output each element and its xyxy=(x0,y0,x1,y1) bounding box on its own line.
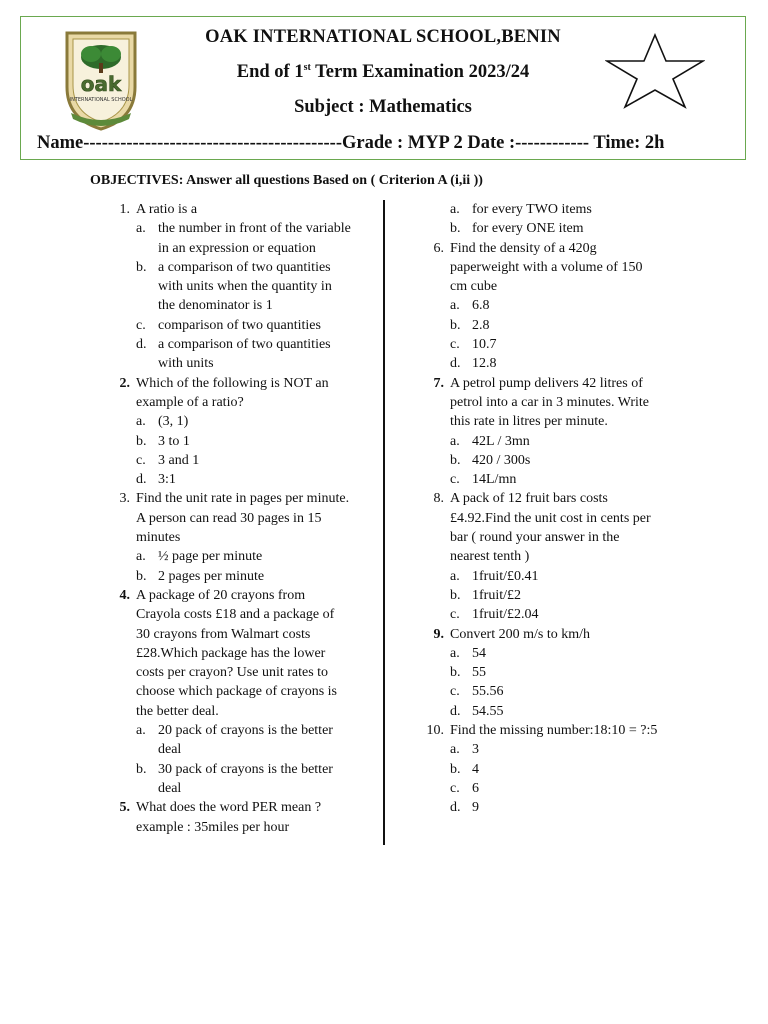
option-label: a. xyxy=(136,221,146,237)
question-text-line: Convert 200 m/s to km/h xyxy=(450,626,590,642)
option-label: a. xyxy=(450,433,460,449)
option-text-line: 10.7 xyxy=(472,337,497,353)
question-stem xyxy=(424,625,684,644)
option-text-line: 55.56 xyxy=(472,684,504,700)
answer-option xyxy=(110,721,370,760)
option-label: a. xyxy=(136,414,146,430)
option-label: d. xyxy=(136,337,147,353)
option-label: d. xyxy=(450,800,461,816)
answer-option xyxy=(424,200,684,219)
option-text-line: the denominator is 1 xyxy=(158,298,273,314)
answer-option xyxy=(424,354,684,373)
question-item xyxy=(424,489,684,624)
option-label: b. xyxy=(136,568,147,584)
question-text-line: Find the unit rate in pages per minute. xyxy=(136,491,350,507)
option-text-line: 1fruit/£0.41 xyxy=(472,568,539,584)
option-label: c. xyxy=(136,452,146,468)
question-number: 3. xyxy=(119,491,130,507)
option-label: a. xyxy=(450,298,460,314)
option-label: c. xyxy=(450,607,460,623)
option-text-line: (3, 1) xyxy=(158,414,189,430)
answer-option xyxy=(110,412,370,431)
option-label: b. xyxy=(450,761,461,777)
question-text-line: paperweight with a volume of 150 xyxy=(450,259,643,275)
question-text-line: choose which package of crayons is xyxy=(136,684,337,700)
option-label: c. xyxy=(450,780,460,796)
answer-option xyxy=(424,335,684,354)
star-icon xyxy=(605,33,705,109)
option-label: b. xyxy=(450,665,461,681)
option-text-line: 420 / 300s xyxy=(472,452,531,468)
option-label: b. xyxy=(136,259,147,275)
answer-option xyxy=(110,760,370,799)
answer-option xyxy=(424,779,684,798)
question-text-line: £28.Which package has the lower xyxy=(136,645,326,661)
question-text-line: bar ( round your answer in the xyxy=(450,530,620,546)
answer-option xyxy=(110,470,370,489)
option-text-line: 1fruit/£2.04 xyxy=(472,607,539,623)
option-label: a. xyxy=(450,645,460,661)
question-text-line: costs per crayon? Use unit rates to xyxy=(136,665,329,681)
question-number: 8. xyxy=(433,491,444,507)
option-label: b. xyxy=(450,587,461,603)
option-text-line: 54.55 xyxy=(472,703,504,719)
subject-title: Subject : Mathematics xyxy=(294,97,472,117)
question-stem xyxy=(110,489,370,547)
option-text-line: in an expression or equation xyxy=(158,240,316,256)
answer-option xyxy=(424,316,684,335)
answer-option xyxy=(424,663,684,682)
option-text-line: ½ page per minute xyxy=(158,549,263,565)
question-text-line: Find the density of a 420g xyxy=(450,240,597,256)
option-text-line: the number in front of the variable xyxy=(158,221,351,237)
option-text-line: for every ONE item xyxy=(472,221,584,237)
question-item xyxy=(110,489,370,585)
option-text-line: 54 xyxy=(472,645,486,661)
exam-header xyxy=(20,16,746,160)
question-item xyxy=(424,721,684,817)
option-text-line: a comparison of two quantities xyxy=(158,337,331,353)
option-text-line: 3:1 xyxy=(158,472,176,488)
option-text-line: 3 and 1 xyxy=(158,452,200,468)
answer-option xyxy=(424,567,684,586)
question-item xyxy=(110,200,370,374)
answer-option xyxy=(110,451,370,470)
option-text-line: 3 xyxy=(472,742,479,758)
question-text-line: A petrol pump delivers 42 litres of xyxy=(450,375,643,391)
question-number: 10. xyxy=(426,723,444,739)
question-text-line: this rate in litres per minute. xyxy=(450,414,608,430)
answer-option xyxy=(424,740,684,759)
answer-option xyxy=(424,798,684,817)
option-text-line: a comparison of two quantities xyxy=(158,259,331,275)
question-text-line: A person can read 30 pages in 15 xyxy=(136,510,322,526)
answer-option xyxy=(110,258,370,316)
answer-option xyxy=(110,567,370,586)
answer-option xyxy=(424,605,684,624)
question-number: 2. xyxy=(119,375,130,391)
answer-option xyxy=(424,219,684,238)
question-text-line: example of a ratio? xyxy=(136,394,244,410)
answer-option xyxy=(110,219,370,258)
option-label: c. xyxy=(450,684,460,700)
option-label: b. xyxy=(450,221,461,237)
question-number: 6. xyxy=(433,240,444,256)
option-label: b. xyxy=(450,317,461,333)
question-text-line: A ratio is a xyxy=(136,202,198,217)
option-text-line: 9 xyxy=(472,800,479,816)
question-text-line: 30 crayons from Walmart costs xyxy=(136,626,311,642)
answer-option xyxy=(424,451,684,470)
question-item xyxy=(424,200,684,239)
question-text-line: What does the word PER mean ? xyxy=(136,800,322,816)
question-item xyxy=(424,239,684,374)
question-stem xyxy=(110,586,370,721)
question-text-line: A pack of 12 fruit bars costs xyxy=(450,491,608,507)
answer-option xyxy=(424,760,684,779)
question-number: 7. xyxy=(433,375,444,391)
question-text-line: Find the missing number:18:10 = ?:5 xyxy=(450,723,658,739)
option-text-line: 12.8 xyxy=(472,356,497,372)
answer-option xyxy=(424,682,684,701)
question-item xyxy=(424,374,684,490)
question-text-line: cm cube xyxy=(450,279,498,295)
name-grade-date-line: Name------------------------------------------Grade : MYP 2 Date :------------ Time: 2h xyxy=(37,133,665,153)
option-text-line: 6 xyxy=(472,780,479,796)
question-text-line: the better deal. xyxy=(136,703,219,719)
option-text-line: 1fruit/£2 xyxy=(472,587,521,603)
option-text-line: 20 pack of crayons is the better xyxy=(158,723,333,739)
answer-option xyxy=(110,547,370,566)
objectives-instruction: OBJECTIVES: Answer all questions Based on ( Criterion A (i,ii )) xyxy=(90,173,483,188)
option-label: b. xyxy=(136,761,147,777)
question-text-line: £4.92.Find the unit cost in cents per xyxy=(450,510,651,526)
svg-text:INTERNATIONAL SCHOOL: INTERNATIONAL SCHOOL xyxy=(69,97,133,103)
option-label: b. xyxy=(450,452,461,468)
question-number: 9. xyxy=(433,626,444,642)
question-item xyxy=(110,374,370,490)
option-label: a. xyxy=(136,723,146,739)
answer-option xyxy=(424,702,684,721)
option-label: a. xyxy=(450,742,460,758)
question-text-line: Which of the following is NOT an xyxy=(136,375,329,391)
question-stem xyxy=(424,489,684,566)
question-text-line: petrol into a car in 3 minutes. Write xyxy=(450,394,650,410)
questions-left-column xyxy=(110,200,370,837)
question-number: 5. xyxy=(119,800,130,816)
answer-option xyxy=(424,296,684,315)
option-text-line: with units when the quantity in xyxy=(158,279,332,295)
question-stem xyxy=(424,374,684,432)
option-label: d. xyxy=(450,703,461,719)
option-label: d. xyxy=(136,472,147,488)
answer-option xyxy=(424,644,684,663)
question-text-line: example : 35miles per hour xyxy=(136,819,290,835)
option-label: b. xyxy=(136,433,147,449)
option-text-line: for every TWO items xyxy=(472,202,592,217)
answer-option xyxy=(110,335,370,374)
question-stem xyxy=(424,239,684,297)
option-text-line: 2 pages per minute xyxy=(158,568,265,584)
option-label: a. xyxy=(450,568,460,584)
question-number: 1. xyxy=(119,202,130,217)
question-stem xyxy=(110,200,370,219)
option-text-line: deal xyxy=(158,742,182,758)
question-stem xyxy=(424,721,684,740)
option-text-line: 42L / 3mn xyxy=(472,433,530,449)
option-label: c. xyxy=(450,337,460,353)
question-number: 4. xyxy=(119,587,130,603)
answer-option xyxy=(110,316,370,335)
option-text-line: 3 to 1 xyxy=(158,433,190,449)
option-label: c. xyxy=(136,317,146,333)
option-label: c. xyxy=(450,472,460,488)
option-text-line: deal xyxy=(158,780,182,796)
column-divider xyxy=(383,200,385,845)
question-text-line: Crayola costs £18 and a package of xyxy=(136,607,335,623)
option-text-line: 6.8 xyxy=(472,298,490,314)
questions-right-column xyxy=(424,200,684,818)
option-text-line: 2.8 xyxy=(472,317,490,333)
exam-title: End of 1st Term Examination 2023/24 xyxy=(236,62,530,83)
option-text-line: 14L/mn xyxy=(472,472,517,488)
question-item xyxy=(110,586,370,798)
school-name: OAK INTERNATIONAL SCHOOL,BENIN xyxy=(205,27,561,47)
question-text-line: A package of 20 crayons from xyxy=(136,587,306,603)
answer-option xyxy=(110,432,370,451)
option-label: d. xyxy=(450,356,461,372)
question-stem xyxy=(110,374,370,413)
question-stem xyxy=(110,798,370,837)
answer-option xyxy=(424,470,684,489)
option-text-line: comparison of two quantities xyxy=(158,317,321,333)
option-text-line: 30 pack of crayons is the better xyxy=(158,761,333,777)
answer-option xyxy=(424,586,684,605)
answer-option xyxy=(424,432,684,451)
question-text-line: nearest tenth ) xyxy=(450,549,530,565)
option-label: a. xyxy=(450,202,460,217)
question-item xyxy=(424,625,684,721)
question-text-line: minutes xyxy=(136,530,181,546)
option-text-line: 55 xyxy=(472,665,486,681)
option-label: a. xyxy=(136,549,146,565)
option-text-line: 4 xyxy=(472,761,479,777)
svg-text:oak: oak xyxy=(80,72,122,96)
question-item xyxy=(110,798,370,837)
option-text-line: with units xyxy=(158,356,214,372)
